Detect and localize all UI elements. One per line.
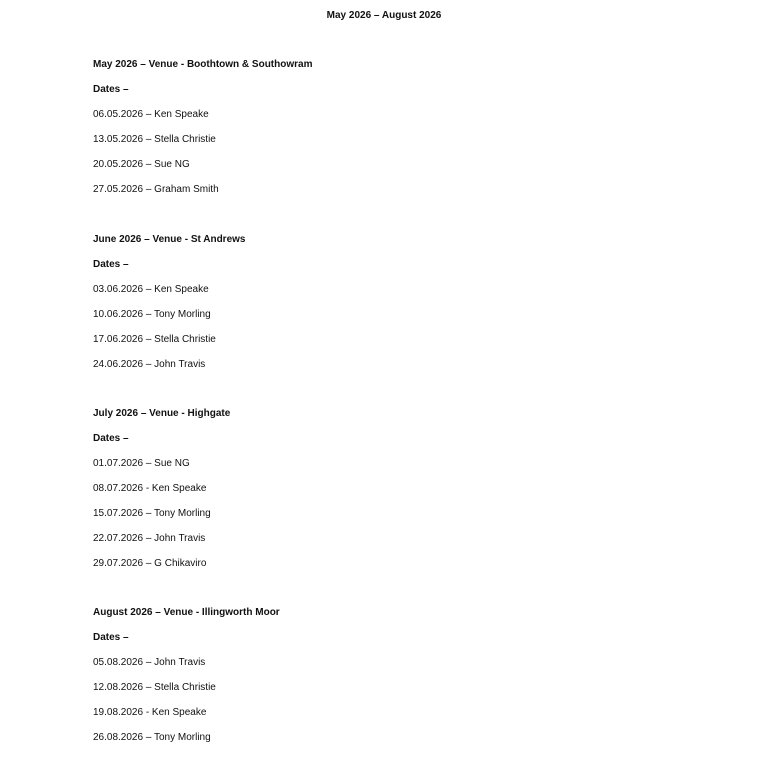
- date-entry: 24.06.2026 – John Travis: [93, 359, 206, 370]
- section-heading: July 2026 – Venue - Highgate: [93, 408, 231, 419]
- date-entry: 05.08.2026 – John Travis: [93, 657, 206, 668]
- dates-label: Dates –: [93, 433, 129, 444]
- month-section-august: [93, 607, 653, 757]
- date-entry: 22.07.2026 – John Travis: [93, 533, 206, 544]
- dates-label: Dates –: [93, 632, 129, 643]
- date-entry: 26.08.2026 – Tony Morling: [93, 732, 211, 743]
- date-entry: 20.05.2026 – Sue NG: [93, 159, 190, 170]
- date-entry: 01.07.2026 – Sue NG: [93, 458, 190, 469]
- date-entry: 19.08.2026 - Ken Speake: [93, 707, 207, 718]
- date-entry: 10.06.2026 – Tony Morling: [93, 309, 211, 320]
- dates-label: Dates –: [93, 259, 129, 270]
- date-entry: 03.06.2026 – Ken Speake: [93, 284, 209, 295]
- month-section-july: [93, 408, 653, 583]
- date-entry: 13.05.2026 – Stella Christie: [93, 134, 216, 145]
- section-heading: May 2026 – Venue - Boothtown & Southowram: [93, 59, 313, 70]
- date-entry: 17.06.2026 – Stella Christie: [93, 334, 216, 345]
- date-entry: 12.08.2026 – Stella Christie: [93, 682, 216, 693]
- date-entry: 06.05.2026 – Ken Speake: [93, 109, 209, 120]
- date-entry: 27.05.2026 – Graham Smith: [93, 184, 219, 195]
- date-entry: 15.07.2026 – Tony Morling: [93, 508, 211, 519]
- document-title: May 2026 – August 2026: [326, 10, 442, 21]
- date-entry: 08.07.2026 - Ken Speake: [93, 483, 207, 494]
- section-heading: August 2026 – Venue - Illingworth Moor: [93, 607, 280, 618]
- month-section-may: [93, 59, 653, 209]
- date-entry: 29.07.2026 – G Chikaviro: [93, 558, 207, 569]
- section-heading: June 2026 – Venue - St Andrews: [93, 234, 246, 245]
- dates-label: Dates –: [93, 84, 129, 95]
- month-section-june: [93, 234, 653, 384]
